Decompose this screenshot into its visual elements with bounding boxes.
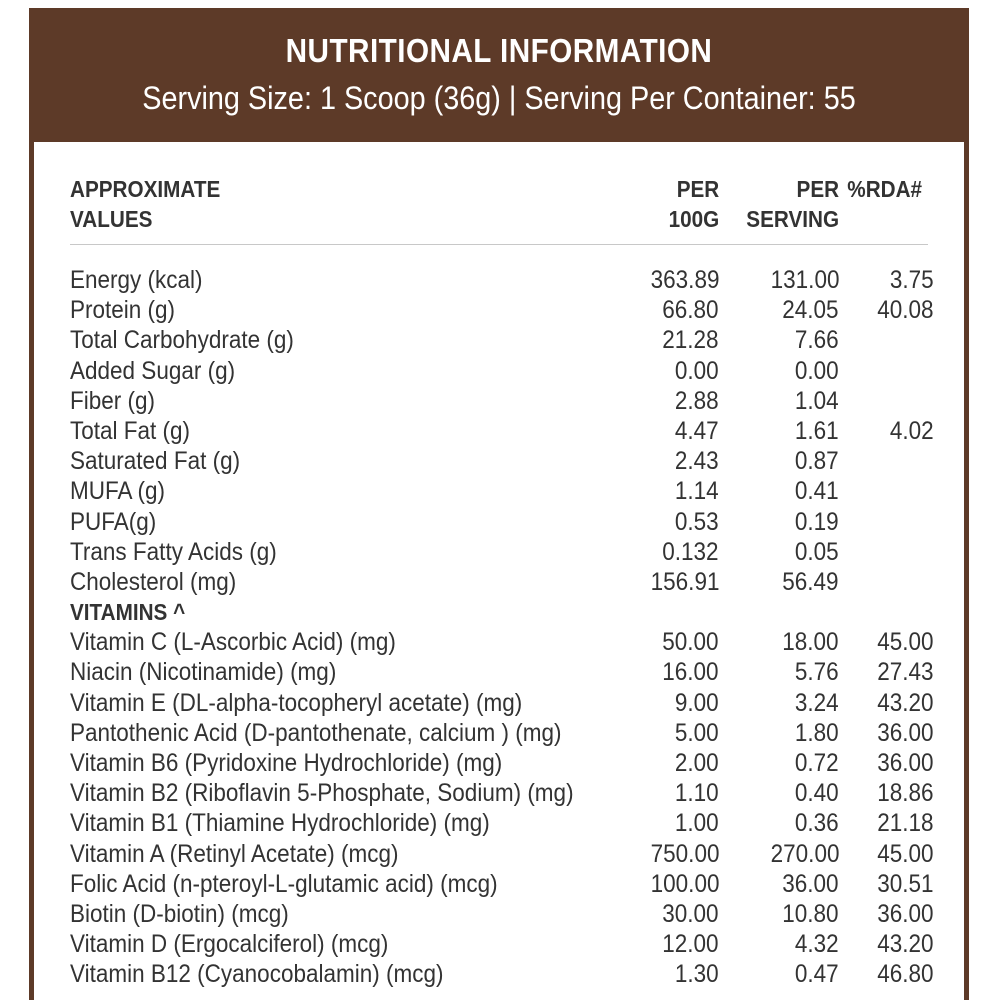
column-header-per-serving-line2: SERVING [746, 206, 839, 232]
value-per-serving: 56.49 [782, 567, 839, 596]
nutrient-name: Total Carbohydrate (g) [70, 326, 294, 355]
value-per-serving: 0.36 [795, 809, 839, 838]
value-per-serving: 0.87 [795, 447, 839, 476]
value-per-serving: 1.61 [795, 416, 839, 445]
value-per-100g: 0.132 [662, 537, 719, 566]
value-per-100g: 5.00 [675, 718, 719, 747]
table-row [34, 748, 964, 778]
table-row [34, 446, 964, 476]
value-per-serving: 0.47 [795, 960, 839, 989]
table-row [34, 778, 964, 808]
value-per-100g: 1.00 [675, 809, 719, 838]
value-rda: 27.43 [877, 658, 934, 687]
value-rda: 36.00 [877, 749, 934, 777]
value-per-serving: 0.40 [795, 779, 839, 808]
nutrient-name: Vitamin B12 (Cyanocobalamin) (mcg) [70, 960, 444, 989]
value-per-100g: 2.43 [675, 447, 719, 476]
value-per-serving: 24.05 [782, 296, 839, 325]
table-row [34, 808, 964, 838]
value-per-100g: 9.00 [675, 688, 719, 717]
column-header-per100g-line1: PER [676, 176, 719, 202]
nutrient-name: Cholesterol (mg) [70, 567, 237, 596]
table-row [34, 416, 964, 446]
nutrition-header [34, 8, 964, 142]
value-rda: 45.00 [877, 839, 934, 868]
nutrient-name: Vitamin D (Ergocalciferol) (mcg) [70, 930, 389, 959]
header-divider [70, 244, 928, 245]
value-rda: 30.51 [877, 869, 934, 898]
table-row [34, 386, 964, 416]
value-per-serving: 36.00 [782, 869, 839, 898]
value-rda: 43.20 [877, 930, 934, 959]
value-per-100g: 16.00 [662, 658, 719, 687]
value-per-serving: 18.00 [782, 628, 839, 657]
value-per-100g: 156.91 [650, 567, 719, 596]
column-header-values-line2: VALUES [70, 206, 153, 232]
section-heading [34, 597, 964, 627]
nutrient-name: Vitamin A (Retinyl Acetate) (mcg) [70, 839, 399, 868]
nutrient-name: Vitamin B6 (Pyridoxine Hydrochloride) (mg) [70, 749, 503, 777]
value-per-serving: 0.00 [795, 356, 839, 385]
table-row [34, 657, 964, 687]
table-row [34, 325, 964, 355]
value-per-serving: 1.04 [795, 386, 839, 415]
value-per-100g: 1.10 [675, 779, 719, 808]
value-per-serving: 131.00 [770, 266, 839, 294]
page-title: NUTRITIONAL INFORMATION [285, 32, 713, 69]
value-per-100g: 363.89 [650, 266, 719, 294]
column-header-values [70, 174, 220, 234]
value-per-serving: 7.66 [795, 326, 839, 355]
nutrient-name: Fiber (g) [70, 386, 156, 415]
table-row [34, 959, 964, 989]
column-header-per100g [668, 174, 719, 234]
nutrient-name: VITAMINS ^ [70, 599, 186, 626]
nutrition-table [34, 265, 964, 990]
nutrient-name: Vitamin C (L-Ascorbic Acid) (mg) [70, 628, 396, 657]
nutrient-name: Added Sugar (g) [70, 356, 236, 385]
value-rda: 36.00 [877, 718, 934, 747]
nutrient-name: Vitamin B2 (Riboflavin 5-Phosphate, Sodium) (mg) [70, 779, 574, 808]
value-per-100g: 12.00 [662, 930, 719, 959]
column-header-per-serving [746, 174, 839, 234]
nutrient-name: Trans Fatty Acids (g) [70, 537, 277, 566]
value-per-serving: 0.19 [795, 507, 839, 536]
table-row [34, 688, 964, 718]
column-header-rda-label: %RDA# [847, 176, 922, 202]
value-per-serving: 0.05 [795, 537, 839, 566]
nutrient-name: Total Fat (g) [70, 416, 191, 445]
nutrient-name: Saturated Fat (g) [70, 447, 241, 476]
column-header-per-serving-line1: PER [796, 176, 839, 202]
value-per-100g: 66.80 [662, 296, 719, 325]
table-row [34, 627, 964, 657]
nutrient-name: Protein (g) [70, 296, 176, 325]
value-per-100g: 0.53 [675, 507, 719, 536]
table-row [34, 265, 964, 295]
table-row [34, 929, 964, 959]
value-per-100g: 30.00 [662, 899, 719, 928]
nutrient-name: PUFA(g) [70, 507, 157, 536]
column-header-values-line1: APPROXIMATE [70, 176, 221, 202]
table-row [34, 839, 964, 869]
value-per-100g: 21.28 [662, 326, 719, 355]
value-rda: 43.20 [877, 688, 934, 717]
table-row [34, 356, 964, 386]
nutrient-name: Pantothenic Acid (D-pantothenate, calcium ) (mg) [70, 718, 562, 747]
nutrient-name: Vitamin E (DL-alpha-tocopheryl acetate) (mg) [70, 688, 523, 717]
value-per-100g: 1.30 [675, 960, 719, 989]
table-row [34, 295, 964, 325]
value-per-100g: 50.00 [662, 628, 719, 657]
value-per-serving: 4.32 [795, 930, 839, 959]
value-per-serving: 0.41 [795, 477, 839, 506]
value-per-100g: 4.47 [675, 416, 719, 445]
table-row [34, 476, 964, 506]
nutrient-name: Energy (kcal) [70, 266, 203, 294]
value-rda: 4.02 [890, 416, 934, 445]
value-per-serving: 10.80 [782, 899, 839, 928]
nutrient-name: Vitamin B1 (Thiamine Hydrochloride) (mg) [70, 809, 490, 838]
value-per-100g: 0.00 [675, 356, 719, 385]
table-row [34, 899, 964, 929]
column-header-per100g-line2: 100G [668, 206, 719, 232]
value-per-100g: 1.14 [675, 477, 719, 506]
value-per-100g: 2.88 [675, 386, 719, 415]
column-header-rda [847, 174, 922, 204]
table-row [34, 718, 964, 748]
nutrient-name: Folic Acid (n-pteroyl-L-glutamic acid) (mcg) [70, 869, 498, 898]
value-rda: 40.08 [877, 296, 934, 325]
nutrient-name: MUFA (g) [70, 477, 166, 506]
value-rda: 46.80 [877, 960, 934, 989]
value-per-serving: 5.76 [795, 658, 839, 687]
nutrient-name: Biotin (D-biotin) (mcg) [70, 899, 289, 928]
value-per-100g: 100.00 [650, 869, 719, 898]
value-rda: 18.86 [877, 779, 934, 808]
nutrient-name: Niacin (Nicotinamide) (mg) [70, 658, 337, 687]
value-rda: 21.18 [877, 809, 934, 838]
value-rda: 45.00 [877, 628, 934, 657]
value-per-100g: 750.00 [650, 839, 719, 868]
table-row [34, 537, 964, 567]
table-row [34, 869, 964, 899]
table-row [34, 507, 964, 537]
serving-info: Serving Size: 1 Scoop (36g) | Serving Per Container: 55 [142, 80, 856, 116]
value-per-serving: 1.80 [795, 718, 839, 747]
table-row [34, 567, 964, 597]
value-rda: 3.75 [890, 266, 934, 294]
value-per-100g: 2.00 [675, 749, 719, 777]
nutrition-panel [29, 8, 969, 1000]
value-per-serving: 0.72 [795, 749, 839, 777]
value-rda: 36.00 [877, 899, 934, 928]
value-per-serving: 3.24 [795, 688, 839, 717]
value-per-serving: 270.00 [770, 839, 839, 868]
